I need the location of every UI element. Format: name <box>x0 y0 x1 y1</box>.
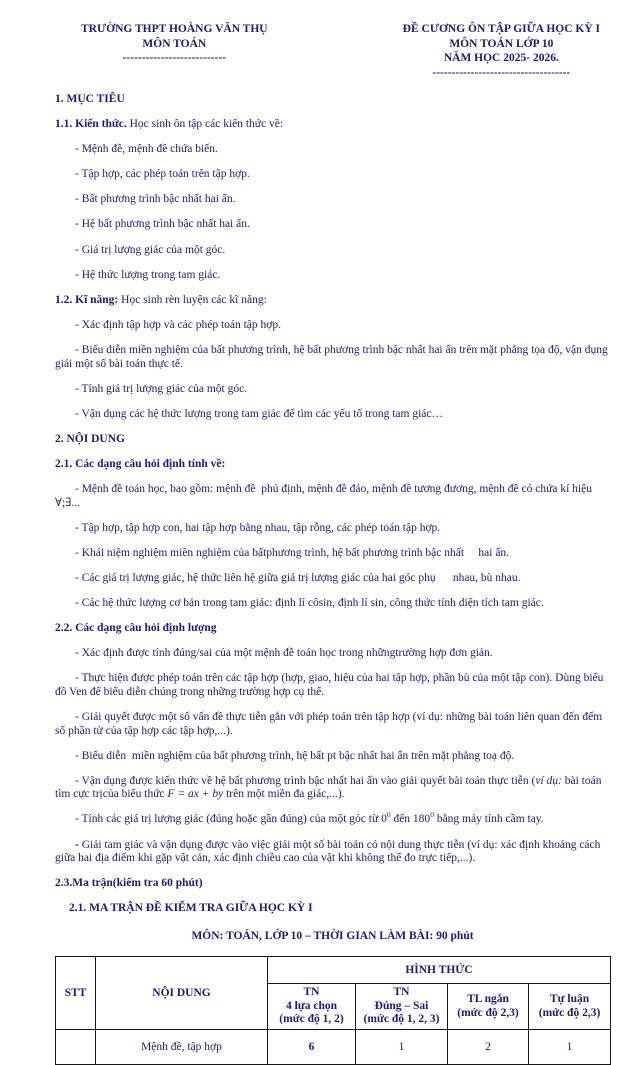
doc-text-segment: bài toán tìm cực trịcủa biểu thức <box>55 774 605 801</box>
doc-text-segment: - Mệnh đề toán học, bao gồm: mệnh đề phủ định, mệnh đề đảo, mệnh đề tương đương, mệnh đề có chứa kí hiệu <box>75 483 595 495</box>
col-header-hinhthuc: HÌNH THỨC <box>268 956 611 983</box>
doc-line <box>55 294 610 308</box>
doc-line <box>55 408 610 422</box>
doc-text-segment: 2.1. MA TRẬN ĐỀ KIỂM TRA GIỮA HỌC KỲ I <box>69 902 313 915</box>
doc-text-segment: - Xác định tập hợp và các phép toán tập hợp. <box>75 318 281 331</box>
cell-noidung: Mệnh đề, tập hợp <box>96 1030 268 1065</box>
col-header-tn-4luachon: TN 4 lựa chọn (mức độ 1, 2) <box>268 983 356 1029</box>
doc-text-segment: - Giá trị lượng giác của một góc. <box>75 243 226 256</box>
header-school-block <box>81 22 268 80</box>
doc-text-segment: 2.1. Các dạng câu hỏi định tính về: <box>55 457 226 470</box>
col-header-tn-dungsai: TN Đúng – Sai (mức độ 1, 2, 3) <box>356 983 448 1029</box>
doc-text-segment: ∀;∃ <box>55 496 72 509</box>
cell-tu-luan: 1 <box>529 1030 611 1065</box>
doc-line <box>55 672 610 699</box>
doc-line <box>55 711 610 738</box>
doc-line <box>55 775 610 802</box>
doc-line <box>55 93 610 107</box>
doc-line <box>55 433 610 447</box>
doc-line <box>55 622 610 636</box>
doc-line <box>55 483 610 510</box>
cell-stt <box>56 1030 96 1065</box>
doc-text-segment: - Hệ bất phương trình bậc nhất hai ẩn. <box>75 218 250 231</box>
doc-line <box>55 118 610 132</box>
doc-text-segment: bằng máy tính cầm tay. <box>433 813 544 826</box>
doc-text-segment: - Vận dụng các hệ thức lượng trong tam giác để tìm các yếu tố trong tam giác… <box>75 407 444 420</box>
school-subject: MÔN TOÁN <box>142 37 207 50</box>
doc-line <box>55 647 610 661</box>
matrix-table <box>55 956 611 1065</box>
header-left-divider: --------------------------- <box>122 52 226 64</box>
doc-text-segment: - Xác định được tính đúng/sai của một mệnh đề toán học trong nhữngtrường hợp đơn giản. <box>75 647 493 660</box>
doc-text-segment: - <box>75 838 82 851</box>
doc-text-segment: - Hệ thức lượng trong tam giác. <box>75 268 221 281</box>
doc-text-segment: 1. MỤC TIÊU <box>55 93 125 105</box>
doc-text-segment: 2.3.Ma trận(kiểm tra 60 phút) <box>55 877 203 890</box>
doc-text-segment: đến 180 <box>390 813 431 826</box>
exam-info-title: MÔN: TOÁN, LỚP 10 – THỜI GIAN LÀM BÀI: 90 phút <box>191 929 474 942</box>
doc-text-segment: 0 <box>386 810 391 820</box>
document-subtitle: MÔN TOÁN LỚP 10 <box>449 37 554 50</box>
doc-line <box>55 839 610 866</box>
doc-text-segment: ... <box>71 496 80 509</box>
doc-text-segment: - Mệnh đề, mệnh đề chứa biến. <box>75 143 218 156</box>
doc-line <box>69 902 610 916</box>
doc-line <box>55 458 610 472</box>
doc-text-segment: - Bất phương trình bậc nhất hai ẩn. <box>75 193 236 206</box>
doc-text-segment: - Các hệ thức lượng cơ bản trong tam giác: định lí côsin, định lí sin, công thức tính diện tích tam giác. <box>75 596 544 609</box>
doc-text-segment: 2.2. Các dạng câu hỏi định lượng <box>55 622 217 635</box>
doc-text-segment: 1.2. Kĩ năng: <box>55 293 119 306</box>
doc-text-segment: - Biểu diễn miền nghiệm của bất phương trình, hệ bất phương trình bậc nhất hai ẩn trên mặt phẳng tọa độ, vận dụng giải một số bài toán thực tế. <box>55 343 611 370</box>
col-header-noidung: NỘI DUNG <box>96 956 268 1029</box>
doc-line <box>55 877 610 891</box>
doc-line <box>55 597 610 611</box>
table-header-row-1 <box>56 956 611 983</box>
doc-text-segment: Giải tam giác và vận dụng được vào việc giải một số bài toán có nội dung thực tiễn (ví dụ: xác định khoảng cách giữa hai địa điểm khi gặp vật cản, xác định chiều cao của vật khi không thể đo trực tiếp,...). <box>55 838 604 865</box>
document-body <box>55 93 610 916</box>
col-header-tl-ngan: TL ngắn (mức độ 2,3) <box>448 983 529 1029</box>
doc-line <box>55 572 610 586</box>
doc-line <box>55 193 610 207</box>
school-year: NĂM HỌC 2025- 2026. <box>443 52 559 64</box>
doc-text-segment: - Giải quyết được một số vấn đề thực tiễn gắn với phép toán trên tập hợp (ví dụ: những bài toán liên quan đến đếm số phần tử của tập hợp các tập hợp,...). <box>55 710 606 737</box>
doc-text-segment: ví dụ: <box>535 774 562 787</box>
cell-tn-dungsai: 1 <box>356 1030 448 1065</box>
col-header-stt: STT <box>56 956 96 1029</box>
doc-line <box>55 244 610 258</box>
doc-line <box>55 218 610 232</box>
header-right-divider: ------------------------------------ <box>432 66 571 79</box>
doc-text-segment: Học sinh ôn tập các kiến thức về: <box>126 118 284 131</box>
doc-text-segment: 1.1. Kiến thức. <box>55 118 127 131</box>
doc-text-segment: - Tính giá trị lượng giác của một góc. <box>75 382 248 395</box>
doc-text-segment: - Thực hiện được phép toán trên các tập hợp (hợp, giao, hiệu của hai tập hợp, phần bù của một tập con). Dùng biểu đồ Ven để biểu diễn chúng trong những trường hợp cụ thể. <box>55 672 607 698</box>
doc-line <box>55 522 610 536</box>
doc-text-segment: - Các giá trị lượng giác, hệ thức liên hệ giữa giá trị lượng giác của hai góc phụ nhau, bù nhau. <box>75 571 521 584</box>
school-name: TRƯỜNG THPT HOÀNG VĂN THỤ <box>81 23 268 35</box>
doc-line <box>55 810 610 827</box>
doc-line <box>55 344 610 371</box>
doc-line <box>55 168 610 182</box>
doc-text-segment: - Vận dụng được kiến thức về hệ bất phương trình bậc nhất hai ẩn vào giải quyết bài toán thực tiễn ( <box>75 774 536 787</box>
cell-tn-4luachon: 6 <box>268 1030 356 1065</box>
table-row <box>56 1030 611 1065</box>
doc-text-segment: 2. NỘI DUNG <box>55 432 125 445</box>
doc-line <box>55 319 610 333</box>
doc-text-segment: F = ax + by <box>167 788 224 801</box>
doc-text-segment: 0 <box>430 810 434 820</box>
cell-tl-ngan: 2 <box>448 1030 529 1065</box>
header-title-block <box>403 22 600 80</box>
doc-text-segment: - Tập hợp, các phép toán trên tập hợp. <box>75 168 250 181</box>
doc-line <box>55 547 610 561</box>
doc-line <box>55 750 610 764</box>
doc-text-segment: - Khái niệm nghiệm miền nghiệm của bấtphương trình, hệ bất phương trình bậc nhất hai ẩn. <box>75 546 510 559</box>
doc-line <box>55 143 610 157</box>
doc-text-segment: - Tính các giá trị lượng giác (đúng hoặc gần đúng) của một góc từ 0 <box>75 813 387 826</box>
document-header <box>55 22 610 80</box>
doc-text-segment: - Tập hợp, tập hợp con, hai tập hợp bằng nhau, tập rỗng, các phép toán tập hợp. <box>75 521 441 534</box>
doc-line <box>55 269 610 283</box>
doc-line <box>55 383 610 397</box>
doc-text-segment: Học sinh rèn luyện các kĩ năng: <box>118 293 267 306</box>
doc-text-segment: - Biểu diễn miền nghiệm của bất phương trình, hệ bất pt bậc nhất hai ẩn trên mặt phẳng toạ độ. <box>75 749 515 762</box>
col-header-tu-luan: Tự luận (mức độ 2,3) <box>529 983 611 1029</box>
doc-text-segment: trên một miền đa giác,...). <box>223 788 345 801</box>
document-title: ĐỀ CƯƠNG ÔN TẬP GIỮA HỌC KỲ I <box>402 23 600 35</box>
